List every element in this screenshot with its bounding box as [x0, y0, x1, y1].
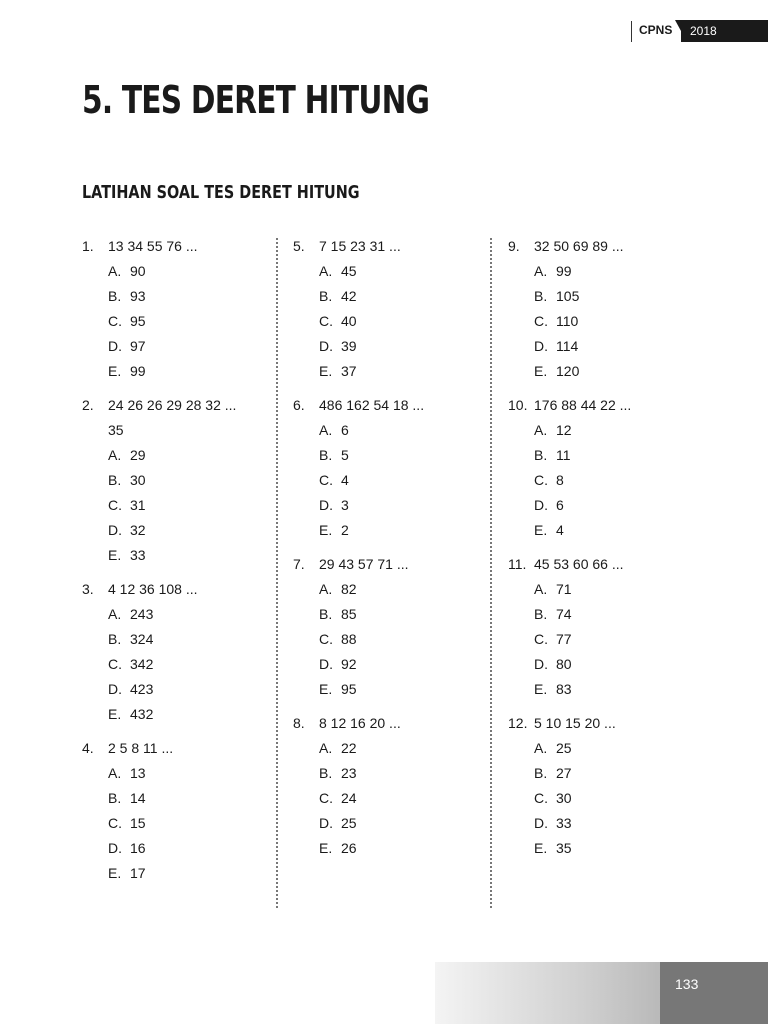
header-divider [631, 21, 632, 42]
option-letter: E. [108, 363, 122, 379]
option-letter: A. [108, 263, 122, 279]
question-item [82, 738, 282, 888]
answer-option [82, 445, 282, 470]
answer-option [293, 629, 493, 654]
option-letter: A. [534, 422, 548, 438]
option-value: 105 [556, 288, 580, 304]
question-number: 1. [82, 238, 94, 254]
option-value: 2 [341, 522, 349, 538]
answer-option [293, 311, 493, 336]
answer-option [293, 445, 493, 470]
answer-option [508, 679, 708, 704]
answer-option [293, 579, 493, 604]
option-value: 342 [130, 656, 154, 672]
option-value: 6 [341, 422, 349, 438]
answer-option [508, 311, 708, 336]
option-letter: B. [534, 288, 548, 304]
option-letter: B. [108, 472, 122, 488]
answer-option [82, 838, 282, 863]
answer-option [508, 738, 708, 763]
option-letter: E. [319, 522, 333, 538]
question-column-3 [508, 236, 708, 863]
option-value: 4 [556, 522, 564, 538]
option-letter: B. [319, 447, 333, 463]
question-number: 9. [508, 238, 520, 254]
question-item [293, 713, 493, 863]
option-value: 40 [341, 313, 357, 329]
answer-option [82, 763, 282, 788]
option-letter: C. [108, 656, 122, 672]
question-text: 176 88 44 22 ... [534, 397, 632, 413]
question-column-2 [293, 236, 493, 863]
answer-option [508, 788, 708, 813]
option-value: 95 [130, 313, 146, 329]
question-text: 13 34 55 76 ... [108, 238, 198, 254]
answer-option [293, 738, 493, 763]
answer-option [82, 261, 282, 286]
option-letter: D. [319, 656, 333, 672]
answer-option [508, 470, 708, 495]
option-value: 88 [341, 631, 357, 647]
answer-option [82, 361, 282, 386]
option-value: 97 [130, 338, 146, 354]
option-letter: B. [108, 790, 122, 806]
answer-option [82, 520, 282, 545]
option-letter: A. [534, 581, 548, 597]
answer-option [293, 679, 493, 704]
answer-option [82, 813, 282, 838]
option-value: 4 [341, 472, 349, 488]
question-stem [293, 395, 493, 420]
option-letter: D. [108, 522, 122, 538]
option-letter: D. [534, 497, 548, 513]
answer-option [508, 445, 708, 470]
option-value: 11 [556, 447, 571, 463]
option-value: 33 [556, 815, 572, 831]
question-text: 5 10 15 20 ... [534, 715, 616, 731]
option-value: 93 [130, 288, 146, 304]
option-letter: C. [534, 313, 548, 329]
option-letter: E. [534, 681, 548, 697]
answer-option [82, 863, 282, 888]
answer-option [82, 336, 282, 361]
question-text: 7 15 23 31 ... [319, 238, 401, 254]
option-letter: A. [108, 447, 122, 463]
option-value: 110 [556, 313, 579, 329]
option-letter: A. [108, 606, 122, 622]
option-letter: D. [108, 840, 122, 856]
option-letter: E. [108, 547, 122, 563]
option-value: 83 [556, 681, 572, 697]
question-stem [508, 236, 708, 261]
question-stem [293, 554, 493, 579]
question-text: 4 12 36 108 ... [108, 581, 198, 597]
option-value: 8 [556, 472, 564, 488]
answer-option [293, 286, 493, 311]
option-letter: B. [108, 288, 122, 304]
option-letter: E. [534, 522, 548, 538]
option-letter: D. [534, 338, 548, 354]
header-brand: CPNS [639, 23, 673, 37]
option-value: 74 [556, 606, 572, 622]
option-letter: A. [108, 765, 122, 781]
answer-option [82, 704, 282, 729]
option-value: 31 [130, 497, 146, 513]
question-number: 4. [82, 740, 94, 756]
option-letter: E. [108, 865, 122, 881]
question-stem [508, 554, 708, 579]
option-value: 29 [130, 447, 146, 463]
answer-option [508, 579, 708, 604]
answer-option [508, 286, 708, 311]
option-value: 71 [556, 581, 572, 597]
header-tab [631, 20, 768, 42]
answer-option [508, 336, 708, 361]
option-letter: C. [534, 790, 548, 806]
question-text: 29 43 57 71 ... [319, 556, 409, 572]
answer-option [82, 629, 282, 654]
answer-option [508, 604, 708, 629]
page-number: 133 [675, 976, 699, 992]
answer-option [293, 495, 493, 520]
question-column-1 [82, 236, 282, 888]
option-letter: A. [319, 263, 333, 279]
option-letter: B. [319, 606, 333, 622]
option-value: 35 [556, 840, 572, 856]
question-stem [82, 395, 282, 420]
option-value: 32 [130, 522, 146, 538]
answer-option [293, 420, 493, 445]
answer-option [82, 470, 282, 495]
answer-option [293, 261, 493, 286]
option-letter: D. [319, 815, 333, 831]
question-text-continuation: 35 [108, 422, 124, 438]
option-value: 324 [130, 631, 154, 647]
header-year: 2018 [690, 24, 717, 38]
question-item [508, 236, 708, 386]
option-value: 432 [130, 706, 154, 722]
option-letter: D. [534, 656, 548, 672]
answer-option [293, 604, 493, 629]
option-value: 30 [130, 472, 146, 488]
option-letter: A. [319, 740, 333, 756]
question-item [293, 554, 493, 704]
answer-option [82, 286, 282, 311]
option-letter: B. [534, 447, 548, 463]
option-value: 30 [556, 790, 572, 806]
option-letter: E. [534, 840, 548, 856]
option-letter: C. [108, 815, 122, 831]
option-value: 95 [341, 681, 357, 697]
option-letter: E. [108, 706, 122, 722]
question-text: 486 162 54 18 ... [319, 397, 425, 413]
question-item [508, 713, 708, 863]
option-letter: C. [319, 313, 333, 329]
question-number: 3. [82, 581, 94, 597]
answer-option [293, 813, 493, 838]
option-letter: C. [319, 790, 333, 806]
answer-option [508, 361, 708, 386]
option-value: 33 [130, 547, 146, 563]
question-stem [82, 236, 282, 261]
option-letter: C. [108, 313, 122, 329]
option-value: 5 [341, 447, 349, 463]
answer-option [82, 654, 282, 679]
option-letter: E. [319, 840, 333, 856]
option-value: 17 [130, 865, 146, 881]
option-value: 114 [556, 338, 579, 354]
question-item [508, 395, 708, 545]
option-value: 24 [341, 790, 357, 806]
option-value: 39 [341, 338, 357, 354]
question-stem [508, 713, 708, 738]
option-letter: A. [534, 740, 548, 756]
question-number: 8. [293, 715, 305, 731]
question-stem [508, 395, 708, 420]
option-letter: D. [108, 338, 122, 354]
option-letter: C. [534, 472, 548, 488]
question-item [82, 579, 282, 729]
answer-option [293, 763, 493, 788]
answer-option [293, 470, 493, 495]
chapter-title: 5. TES DERET HITUNG [82, 78, 430, 122]
answer-option [293, 654, 493, 679]
answer-option [508, 520, 708, 545]
option-value: 120 [556, 363, 580, 379]
question-text: 24 26 26 29 28 32 ... [108, 397, 237, 413]
section-title: LATIHAN SOAL TES DERET HITUNG [82, 182, 360, 203]
option-letter: A. [319, 422, 333, 438]
option-value: 3 [341, 497, 349, 513]
answer-option [82, 604, 282, 629]
question-text: 32 50 69 89 ... [534, 238, 624, 254]
option-value: 77 [556, 631, 572, 647]
answer-option [508, 763, 708, 788]
question-number: 7. [293, 556, 305, 572]
question-stem [82, 738, 282, 763]
answer-option [293, 336, 493, 361]
answer-option [82, 679, 282, 704]
option-value: 16 [130, 840, 146, 856]
option-letter: C. [534, 631, 548, 647]
option-value: 12 [556, 422, 572, 438]
option-value: 99 [556, 263, 572, 279]
option-value: 92 [341, 656, 357, 672]
option-letter: D. [319, 338, 333, 354]
answer-option [293, 838, 493, 863]
option-value: 45 [341, 263, 357, 279]
option-letter: E. [319, 363, 333, 379]
option-value: 85 [341, 606, 357, 622]
option-letter: A. [534, 263, 548, 279]
option-value: 423 [130, 681, 154, 697]
question-text: 2 5 8 11 ... [108, 740, 174, 756]
answer-option [82, 311, 282, 336]
option-letter: C. [319, 472, 333, 488]
question-number: 11. [508, 556, 527, 572]
option-value: 15 [130, 815, 146, 831]
question-number: 12. [508, 715, 528, 731]
option-value: 14 [130, 790, 146, 806]
question-item [508, 554, 708, 704]
question-item [293, 395, 493, 545]
question-item [82, 395, 282, 570]
option-letter: B. [319, 288, 333, 304]
question-number: 2. [82, 397, 94, 413]
option-value: 82 [341, 581, 357, 597]
option-value: 42 [341, 288, 357, 304]
option-value: 6 [556, 497, 564, 513]
question-number: 5. [293, 238, 305, 254]
option-value: 26 [341, 840, 357, 856]
answer-option [82, 788, 282, 813]
answer-option [82, 545, 282, 570]
answer-option [508, 813, 708, 838]
question-stem [293, 713, 493, 738]
option-value: 99 [130, 363, 146, 379]
answer-option [508, 838, 708, 863]
option-letter: B. [319, 765, 333, 781]
option-value: 13 [130, 765, 146, 781]
option-value: 90 [130, 263, 146, 279]
answer-option [508, 261, 708, 286]
option-letter: D. [534, 815, 548, 831]
answer-option [508, 495, 708, 520]
option-value: 27 [556, 765, 572, 781]
question-text: 45 53 60 66 ... [534, 556, 624, 572]
question-number: 10. [508, 397, 528, 413]
question-text: 8 12 16 20 ... [319, 715, 401, 731]
option-letter: C. [319, 631, 333, 647]
option-letter: C. [108, 497, 122, 513]
option-value: 37 [341, 363, 357, 379]
answer-option [508, 420, 708, 445]
option-letter: B. [534, 606, 548, 622]
question-item [82, 236, 282, 386]
option-letter: D. [319, 497, 333, 513]
option-letter: A. [319, 581, 333, 597]
question-item [293, 236, 493, 386]
option-letter: E. [534, 363, 548, 379]
option-letter: E. [319, 681, 333, 697]
option-value: 25 [556, 740, 572, 756]
option-letter: D. [108, 681, 122, 697]
question-stem [82, 579, 282, 604]
option-value: 23 [341, 765, 357, 781]
option-value: 25 [341, 815, 357, 831]
answer-option [82, 495, 282, 520]
answer-option [293, 788, 493, 813]
option-letter: B. [534, 765, 548, 781]
answer-option [293, 361, 493, 386]
option-value: 22 [341, 740, 357, 756]
page-number-box [660, 962, 768, 1024]
option-value: 243 [130, 606, 154, 622]
answer-option [508, 654, 708, 679]
question-number: 6. [293, 397, 305, 413]
option-value: 80 [556, 656, 572, 672]
answer-option [508, 629, 708, 654]
answer-option [293, 520, 493, 545]
option-letter: B. [108, 631, 122, 647]
question-stem [293, 236, 493, 261]
